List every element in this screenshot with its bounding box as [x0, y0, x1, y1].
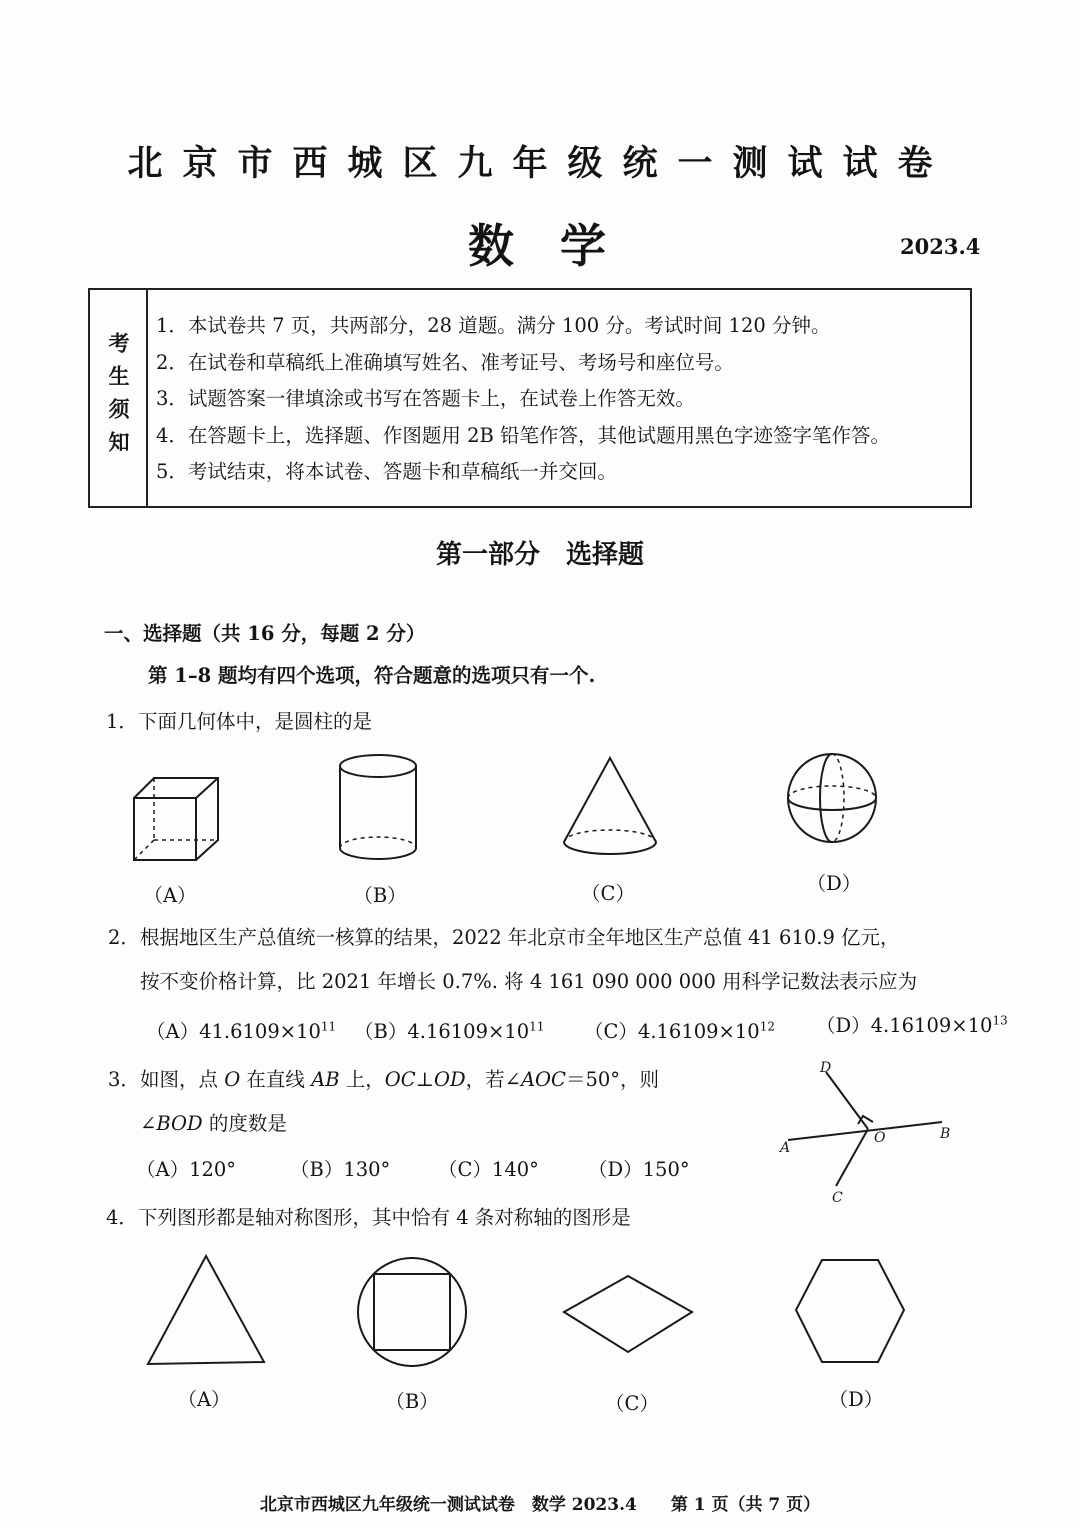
option-exponent: 11: [529, 1019, 545, 1034]
stem-text: ，若∠: [465, 1068, 521, 1091]
option-b: [354, 1016, 544, 1044]
option-exponent: 12: [759, 1019, 775, 1034]
notice-item: 5．考试结束，将本试卷、答题卡和草稿纸一并交回。: [156, 460, 617, 483]
option-label-a: （A）: [143, 884, 197, 907]
question-line-1: 根据地区生产总值统一核算的结果，2022 年北京市全年地区生产总值 41 610.9 亿元，: [140, 926, 900, 949]
rhombus-icon: [560, 1272, 696, 1356]
stem-variable: OC⊥OD: [384, 1068, 466, 1091]
point-label-a: A: [780, 1140, 791, 1156]
option-label: （D）: [816, 1014, 871, 1037]
option-label-b: （B）: [385, 1390, 439, 1413]
question-3: [108, 1064, 659, 1092]
cone-icon: [560, 754, 660, 862]
notice-label: 考生须知: [106, 332, 131, 464]
option-c: [584, 1016, 775, 1044]
option-label-a: （A）: [177, 1388, 231, 1411]
point-label-c: C: [832, 1190, 843, 1206]
stem-variable: BOD: [156, 1112, 203, 1135]
option-label-d: （D）: [828, 1388, 884, 1411]
option-c: （C）140°: [438, 1158, 539, 1181]
cylinder-icon: [336, 752, 422, 864]
stem-variable: AB: [311, 1068, 340, 1091]
option-label-d: （D）: [806, 872, 862, 895]
part-title: 第一部分 选择题: [435, 540, 644, 570]
stem-text: ＝50°，则: [565, 1068, 660, 1091]
question-3-line-2: [140, 1108, 287, 1136]
page-footer: 北京市西城区九年级统一测试试卷 数学 2023.4 第 1 页（共 7 页）: [259, 1495, 821, 1515]
point-label-d: D: [820, 1060, 832, 1076]
notice-list: [156, 308, 960, 491]
option-exponent: 11: [320, 1019, 337, 1034]
question-number: 4．: [106, 1206, 138, 1229]
point-label-b: B: [940, 1126, 951, 1142]
question-number: 2．: [108, 926, 140, 949]
notice-item: 1．本试卷共 7 页，共两部分，28 道题。满分 100 分。考试时间 120 分钟。: [156, 314, 831, 337]
option-label: （A）: [146, 1020, 200, 1043]
section-heading: 一、选择题（共 16 分，每题 2 分）: [104, 622, 426, 645]
hexagon-icon: [792, 1256, 908, 1368]
notice-item: 2．在试卷和草稿纸上准确填写姓名、准考证号、考场号和座位号。: [156, 350, 734, 374]
stem-variable: AOC: [520, 1068, 566, 1091]
exam-title: 北京市西城区九年级统一测试试卷: [127, 143, 953, 184]
option-b: （B）130°: [290, 1158, 391, 1181]
notice-item: 3．试题答案一律填涂或书写在答题卡上，在试卷上作答无效。: [156, 387, 695, 410]
question-1: [106, 706, 372, 734]
option-label-c: （C）: [581, 882, 635, 905]
subject-title: 数学: [468, 219, 652, 273]
stem-text: 的度数是: [202, 1112, 287, 1135]
stem-text: 如图，点: [140, 1068, 225, 1091]
section-instruction: 第 1–8 题均有四个选项，符合题意的选项只有一个.: [148, 664, 596, 687]
question-line-2: 按不变价格计算，比 2021 年增长 0.7%. 将 4 161 090 000 000 用科学记数法表示应为: [140, 970, 918, 993]
angle-figure: [770, 1056, 970, 1206]
cube-icon: [128, 772, 224, 864]
option-value: 4.16109×10: [407, 1020, 530, 1043]
notice-box: [88, 288, 972, 508]
stem-text: ∠: [140, 1112, 157, 1135]
stem-text: 上，: [339, 1068, 385, 1091]
notice-label-cell: [90, 290, 148, 506]
triangle-icon: [144, 1252, 268, 1368]
exam-date: 2023.4: [900, 234, 981, 259]
question-number: 1．: [106, 710, 138, 733]
option-a: （A）120°: [136, 1158, 237, 1181]
stem-variable: O: [224, 1068, 241, 1091]
point-label-o: O: [874, 1130, 886, 1146]
option-d: [816, 1010, 1008, 1038]
option-label-b: （B）: [353, 884, 407, 907]
question-2: [108, 922, 900, 950]
question-stem: 下列图形都是轴对称图形，其中恰有 4 条对称轴的图形是: [138, 1206, 631, 1229]
option-label: （C）: [584, 1020, 638, 1043]
option-label-c: （C）: [605, 1392, 659, 1415]
option-exponent: 13: [992, 1013, 1008, 1028]
question-number: 3．: [108, 1068, 140, 1091]
option-value: 41.6109×10: [199, 1020, 321, 1043]
stem-text: 在直线: [240, 1068, 312, 1091]
option-d: （D）150°: [588, 1158, 690, 1181]
option-value: 4.16109×10: [870, 1014, 993, 1037]
option-value: 4.16109×10: [637, 1020, 760, 1043]
option-label: （B）: [354, 1020, 408, 1043]
option-a: [146, 1016, 336, 1044]
notice-item: 4．在答题卡上，选择题、作图题用 2B 铅笔作答，其他试题用黑色字迹签字笔作答。: [156, 423, 891, 447]
question-4: [106, 1202, 631, 1230]
square-in-circle-icon: [354, 1254, 470, 1370]
question-stem: 下面几何体中，是圆柱的是: [138, 710, 373, 733]
sphere-icon: [784, 750, 880, 846]
